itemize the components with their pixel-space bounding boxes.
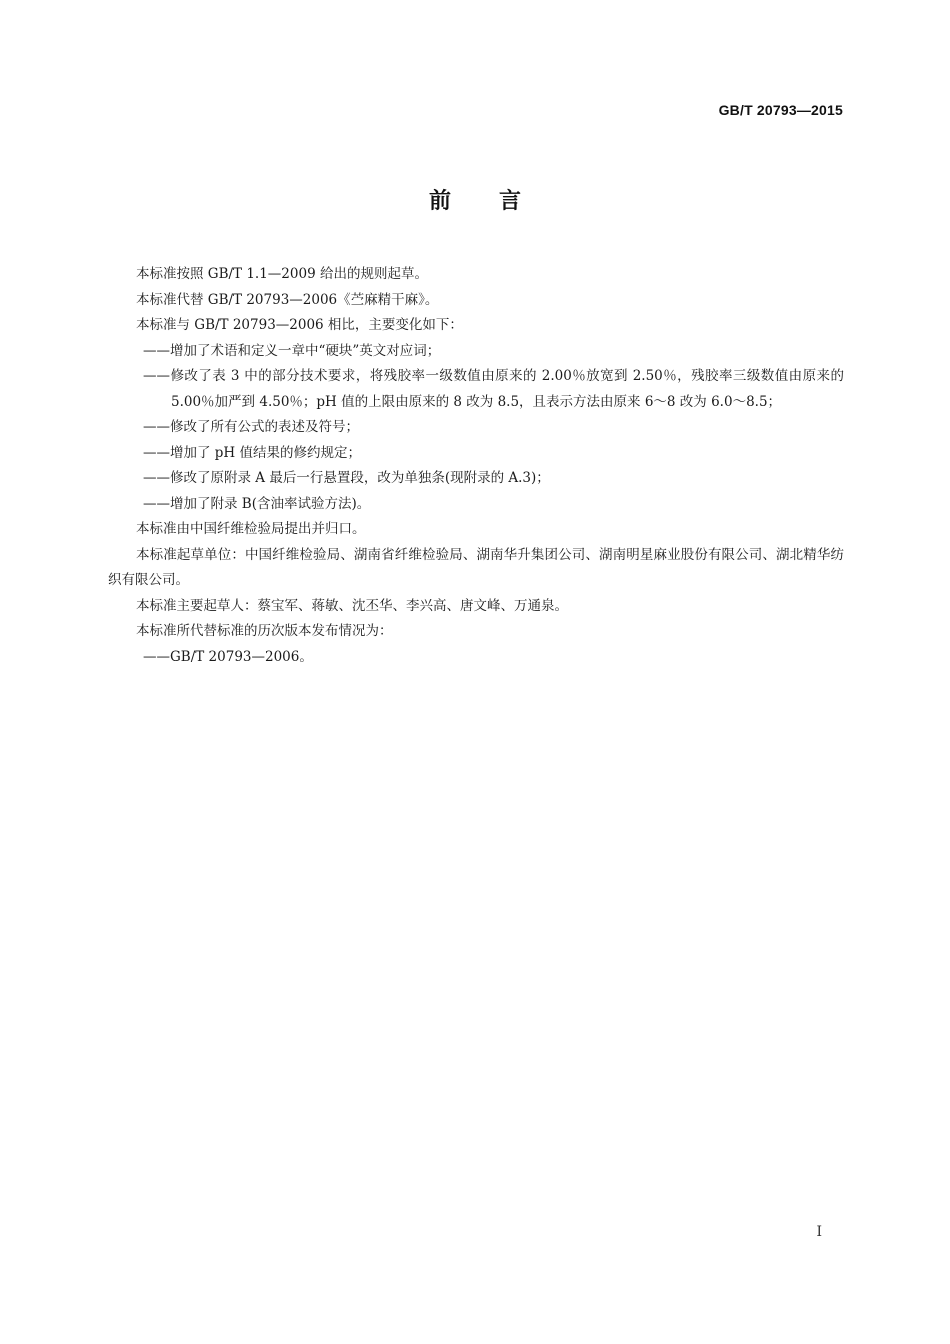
change-item: ——增加了附录 B(含油率试验方法)。 bbox=[143, 495, 371, 512]
paragraph-history-intro: 本标准所代替标准的历次版本发布情况为： bbox=[136, 623, 393, 639]
paragraph-replaces: 本标准代替 GB/T 20793—2006《苎麻精干麻》。 bbox=[136, 291, 439, 308]
paragraph-changes-intro: 本标准与 GB/T 20793—2006 相比，主要变化如下： bbox=[136, 317, 463, 333]
change-item: ——修改了表 3 中的部分技术要求，将残胶率一级数值由原来的 2.00％放宽到 2.50％，残胶率三级数值由原来的 5.00％加严到 4.50％；pH 值的上限由原来的 8 改为 8.5，且表示方法由原来 6～8 改为 6.0～8.5； bbox=[143, 368, 844, 410]
change-item: ——增加了术语和定义一章中“硬块”英文对应词； bbox=[143, 342, 441, 359]
page-number: I bbox=[816, 1224, 822, 1240]
foreword-body bbox=[108, 262, 844, 670]
page-title bbox=[0, 184, 950, 215]
change-item: ——修改了所有公式的表述及符号； bbox=[143, 419, 359, 435]
paragraph-drafting-rules: 本标准按照 GB/T 1.1—2009 给出的规则起草。 bbox=[136, 266, 428, 282]
change-item: ——修改了原附录 A 最后一行悬置段，改为单独条(现附录的 A.3)； bbox=[143, 470, 550, 486]
standard-code: GB/T 20793—2015 bbox=[718, 102, 843, 118]
paragraph-proposed-by: 本标准由中国纤维检验局提出并归口。 bbox=[136, 521, 366, 537]
page-title-part2: 言 bbox=[499, 189, 522, 214]
paragraph-drafting-units: 本标准起草单位：中国纤维检验局、湖南省纤维检验局、湖南华升集团公司、湖南明星麻业股份有限公司、湖北精华纺织有限公司。 bbox=[108, 546, 844, 588]
change-item: ——增加了 pH 值结果的修约规定； bbox=[143, 444, 361, 461]
paragraph-drafters: 本标准主要起草人：蔡宝军、蒋敏、沈丕华、李兴高、唐文峰、万通泉。 bbox=[136, 597, 568, 614]
history-item: ——GB/T 20793—2006。 bbox=[143, 648, 313, 665]
page-title-part1: 前 bbox=[428, 189, 451, 214]
